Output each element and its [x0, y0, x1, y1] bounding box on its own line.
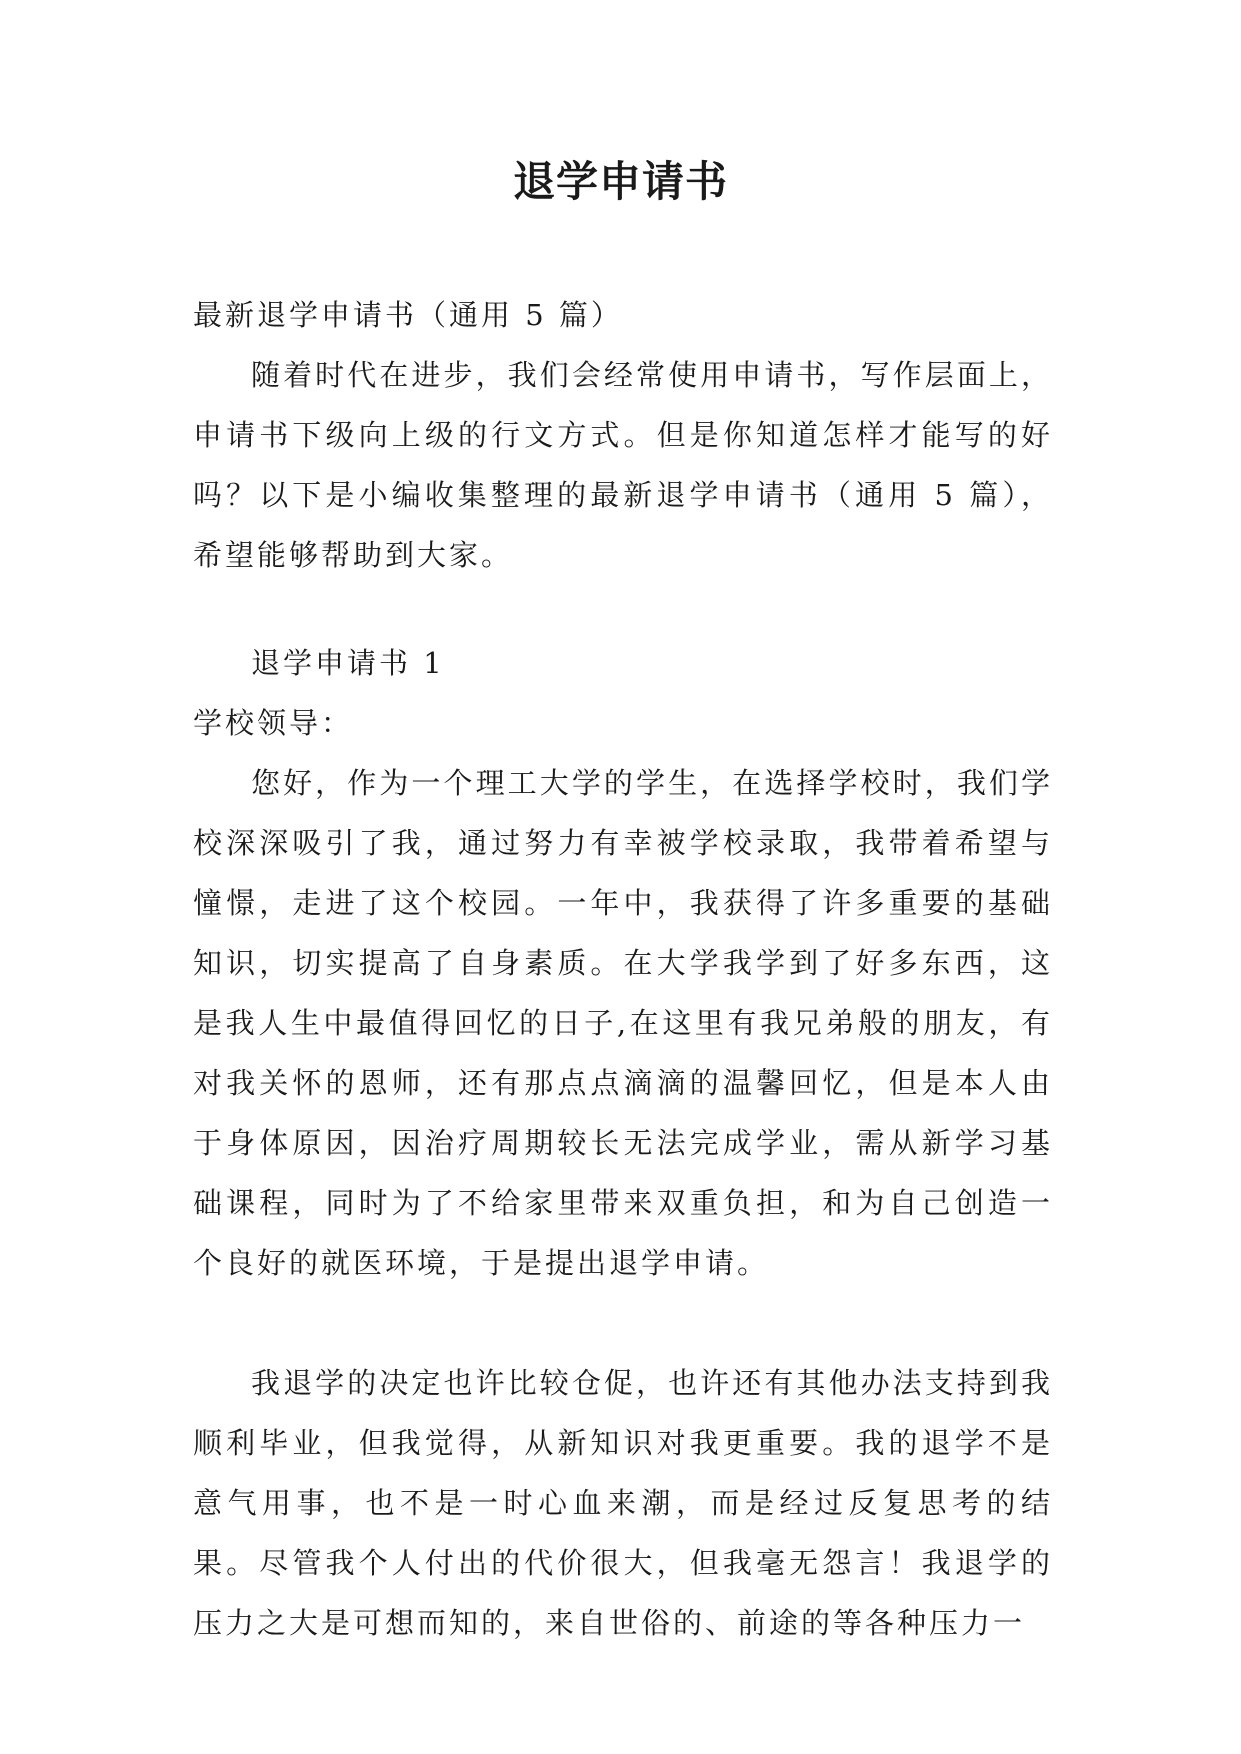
salutation [193, 693, 1053, 753]
salutation-text: 学校领导： [193, 706, 354, 740]
section-heading [193, 633, 1053, 693]
paragraph-text: 您好，作为一个理工大学的学生，在选择学校时，我们学校深深吸引了我，通过努力有幸被学校录取，我带着希望与憧憬，走进了这个校园。一年中，我获得了许多重要的基础知识，切实提高了自身素质。在大学我学到了好多东西，这是我人生中最值得回忆的日子,在这里有我兄弟般的朋友，有对我关怀的恩师，还有那点点滴滴的温馨回忆，但是本人由于身体原因，因治疗周期较长无法完成学业，需从新学习基础课程，同时为了不给家里带来双重负担，和为自己创造一个良好的就医环境，于是提出退学申请。 [193, 766, 1053, 1280]
intro-paragraph [193, 345, 1053, 585]
intro-text: 随着时代在进步，我们会经常使用申请书，写作层面上，申请书下级向上级的行文方式。但是你知道怎样才能写的好吗？以下是小编收集整理的最新退学申请书（通用 5 篇），希望能够帮助到大家。 [193, 358, 1053, 572]
body-paragraph [193, 1353, 1053, 1653]
subtitle-text: 最新退学申请书（通用 5 篇） [193, 298, 623, 332]
paragraph-text: 我退学的决定也许比较仓促，也许还有其他办法支持到我顺利毕业，但我觉得，从新知识对我更重要。我的退学不是意气用事，也不是一时心血来潮，而是经过反复思考的结果。尽管我个人付出的代价很大，但我毫无怨言！我退学的压力之大是可想而知的，来自世俗的、前途的等各种压力一 [193, 1366, 1053, 1640]
document-subtitle [193, 285, 1053, 345]
section-heading-text: 退学申请书 1 [251, 646, 445, 680]
document-title: 退学申请书 [512, 157, 728, 206]
body-paragraph [193, 753, 1053, 1293]
